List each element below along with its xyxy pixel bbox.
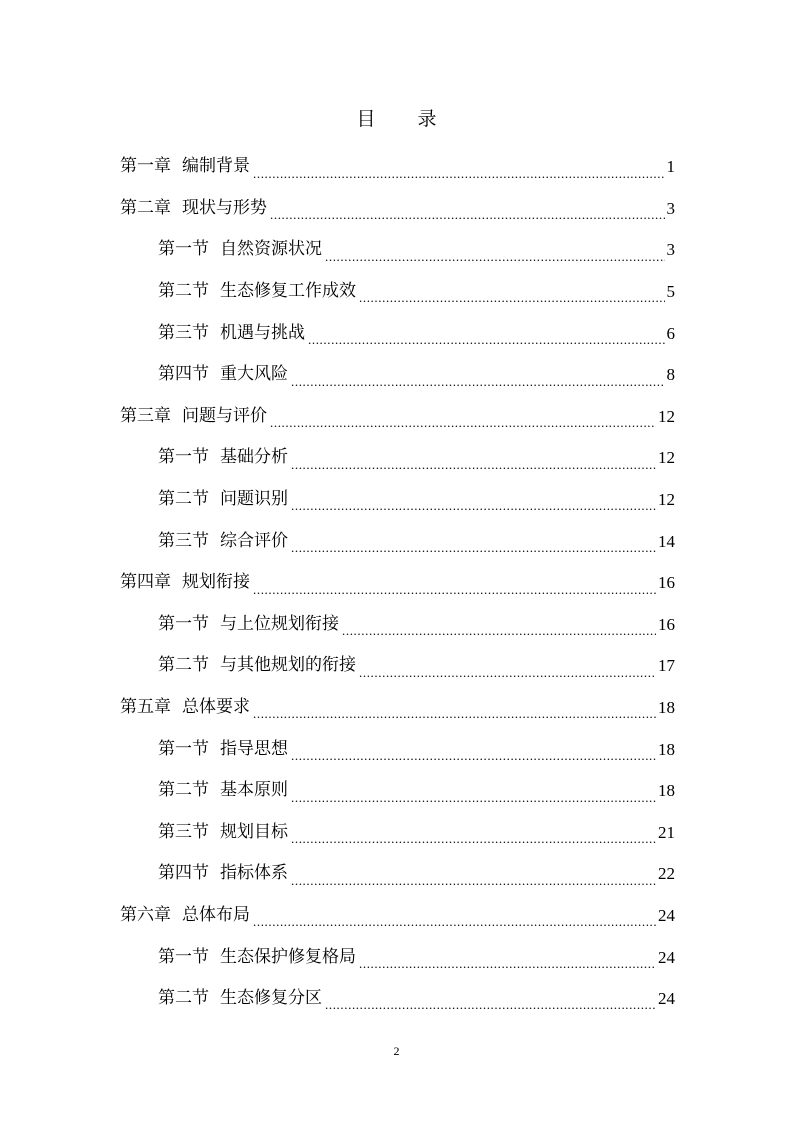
toc-section-entry[interactable]	[120, 229, 675, 271]
toc-chapter-entry[interactable]	[120, 188, 675, 230]
toc-section-entry[interactable]	[120, 812, 675, 854]
toc-entry-page: 18	[658, 698, 675, 718]
toc-entry-label	[158, 821, 288, 842]
toc-section-entry[interactable]	[120, 437, 675, 479]
toc-dot-leader	[291, 537, 656, 562]
toc-entry-number: 第四节	[158, 863, 209, 884]
toc-section-entry[interactable]	[120, 978, 675, 1020]
toc-entry-page: 8	[666, 365, 675, 385]
toc-entry-number: 第二节	[158, 780, 209, 801]
toc-section-entry[interactable]	[120, 936, 675, 978]
toc-entry-number: 第一章	[120, 156, 171, 177]
toc-entry-label	[120, 197, 267, 218]
toc-section-entry[interactable]	[120, 770, 675, 812]
toc-entry-label	[158, 657, 356, 674]
toc-entry-number: 第一节	[158, 946, 209, 967]
toc-entry-page: 12	[658, 448, 675, 468]
toc-entry-label	[158, 530, 288, 551]
toc-entry-label	[158, 449, 288, 466]
toc-entry-label	[158, 990, 322, 1007]
toc-entry-number: 第三章	[120, 405, 171, 426]
toc-entry-page: 18	[658, 781, 675, 801]
toc-entry-title: 总体要求	[182, 697, 250, 718]
toc-dot-leader	[270, 204, 665, 229]
toc-entry-label	[158, 613, 339, 634]
toc-entry-title: 生态保护修复格局	[220, 946, 356, 967]
toc-entry-number: 第四章	[120, 572, 171, 593]
toc-entry-title: 与其他规划的衔接	[220, 655, 356, 676]
toc-chapter-entry[interactable]	[120, 146, 675, 188]
toc-section-entry[interactable]	[120, 645, 675, 687]
toc-entry-page: 14	[658, 531, 675, 551]
toc-entry-number: 第二节	[158, 655, 209, 676]
toc-entry-page: 24	[658, 905, 675, 925]
toc-dot-leader	[291, 870, 656, 895]
toc-dot-leader	[291, 745, 656, 770]
toc-dot-leader	[253, 579, 656, 604]
toc-chapter-entry[interactable]	[120, 687, 675, 729]
toc-entry-label	[158, 322, 305, 343]
toc-entry-number: 第一节	[158, 447, 209, 468]
toc-entry-page: 18	[658, 739, 675, 759]
toc-entry-number: 第三节	[158, 530, 209, 551]
toc-dot-leader	[270, 412, 656, 437]
toc-entry-label	[158, 366, 288, 383]
toc-chapter-entry[interactable]	[120, 396, 675, 438]
toc-dot-leader	[359, 953, 656, 978]
toc-entry-label	[120, 574, 250, 591]
toc-entry-label	[158, 946, 356, 967]
toc-section-entry[interactable]	[120, 728, 675, 770]
toc-entry-title: 现状与形势	[182, 197, 267, 218]
toc-dot-leader	[291, 787, 656, 812]
toc-entry-page: 12	[658, 406, 675, 426]
toc-entry-title: 基本原则	[220, 780, 288, 801]
toc-entry-page: 17	[658, 656, 675, 676]
toc-entry-number: 第一节	[158, 239, 209, 260]
toc-entry-number: 第二节	[158, 988, 209, 1009]
toc-entry-number: 第一节	[158, 613, 209, 634]
toc-entry-number: 第六章	[120, 904, 171, 925]
toc-entry-number: 第二节	[158, 489, 209, 510]
toc-entry-title: 机遇与挑战	[220, 322, 305, 343]
toc-entry-label	[158, 241, 322, 258]
toc-dot-leader	[253, 703, 656, 728]
toc-entry-title: 生态修复分区	[220, 988, 322, 1009]
toc-dot-leader	[359, 287, 665, 312]
toc-entry-page: 5	[666, 282, 675, 302]
toc-entry-label	[158, 865, 288, 882]
toc-dot-leader	[325, 994, 656, 1019]
toc-chapter-entry[interactable]	[120, 895, 675, 937]
toc-entry-page: 16	[658, 573, 675, 593]
toc-entry-title: 规划衔接	[182, 572, 250, 593]
toc-entry-number: 第三节	[158, 322, 209, 343]
toc-entry-number: 第五章	[120, 697, 171, 718]
toc-list	[120, 146, 675, 1019]
toc-entry-title: 基础分析	[220, 447, 288, 468]
toc-entry-label	[120, 904, 250, 925]
toc-section-entry[interactable]	[120, 853, 675, 895]
toc-entry-title: 问题识别	[220, 489, 288, 510]
toc-entry-number: 第二节	[158, 281, 209, 302]
toc-section-entry[interactable]	[120, 354, 675, 396]
toc-entry-page: 24	[658, 947, 675, 967]
toc-entry-title: 指导思想	[220, 738, 288, 759]
toc-entry-label	[120, 158, 250, 175]
toc-dot-leader	[253, 911, 656, 936]
toc-entry-title: 问题与评价	[182, 405, 267, 426]
toc-dot-leader	[291, 454, 656, 479]
toc-dot-leader	[291, 828, 656, 853]
toc-entry-number: 第二章	[120, 197, 171, 218]
toc-entry-page: 22	[658, 864, 675, 884]
toc-dot-leader	[291, 495, 656, 520]
toc-section-entry[interactable]	[120, 479, 675, 521]
toc-entry-title: 指标体系	[220, 863, 288, 884]
toc-entry-title: 规划目标	[220, 821, 288, 842]
toc-entry-label	[158, 283, 356, 300]
toc-entry-label	[158, 738, 288, 759]
toc-dot-leader	[308, 329, 665, 354]
toc-entry-label	[120, 699, 250, 716]
toc-entry-label	[158, 782, 288, 799]
toc-entry-page: 24	[658, 989, 675, 1009]
toc-entry-number: 第四节	[158, 364, 209, 385]
toc-entry-page: 12	[658, 490, 675, 510]
toc-entry-label	[120, 405, 267, 426]
toc-entry-page: 6	[666, 323, 675, 343]
toc-entry-title: 综合评价	[220, 530, 288, 551]
toc-dot-leader	[359, 662, 656, 687]
toc-entry-page: 3	[666, 240, 675, 260]
toc-entry-page: 3	[666, 198, 675, 218]
toc-section-entry[interactable]	[120, 271, 675, 313]
toc-dot-leader	[342, 620, 656, 645]
toc-entry-title: 生态修复工作成效	[220, 281, 356, 302]
toc-entry-number: 第三节	[158, 821, 209, 842]
toc-section-entry[interactable]	[120, 312, 675, 354]
toc-chapter-entry[interactable]	[120, 562, 675, 604]
toc-title: 目 录	[356, 108, 455, 130]
toc-entry-label	[158, 491, 288, 508]
toc-entry-page: 1	[666, 157, 675, 177]
toc-entry-number: 第一节	[158, 738, 209, 759]
toc-dot-leader	[325, 246, 665, 271]
toc-entry-page: 16	[658, 614, 675, 634]
toc-entry-page: 21	[658, 822, 675, 842]
toc-entry-title: 自然资源状况	[220, 239, 322, 260]
toc-section-entry[interactable]	[120, 604, 675, 646]
toc-section-entry[interactable]	[120, 520, 675, 562]
toc-entry-title: 与上位规划衔接	[220, 613, 339, 634]
page-number: 2	[393, 1044, 400, 1058]
toc-entry-title: 总体布局	[182, 904, 250, 925]
toc-dot-leader	[291, 371, 665, 396]
toc-dot-leader	[253, 163, 665, 188]
toc-entry-title: 编制背景	[182, 156, 250, 177]
toc-entry-title: 重大风险	[220, 364, 288, 385]
